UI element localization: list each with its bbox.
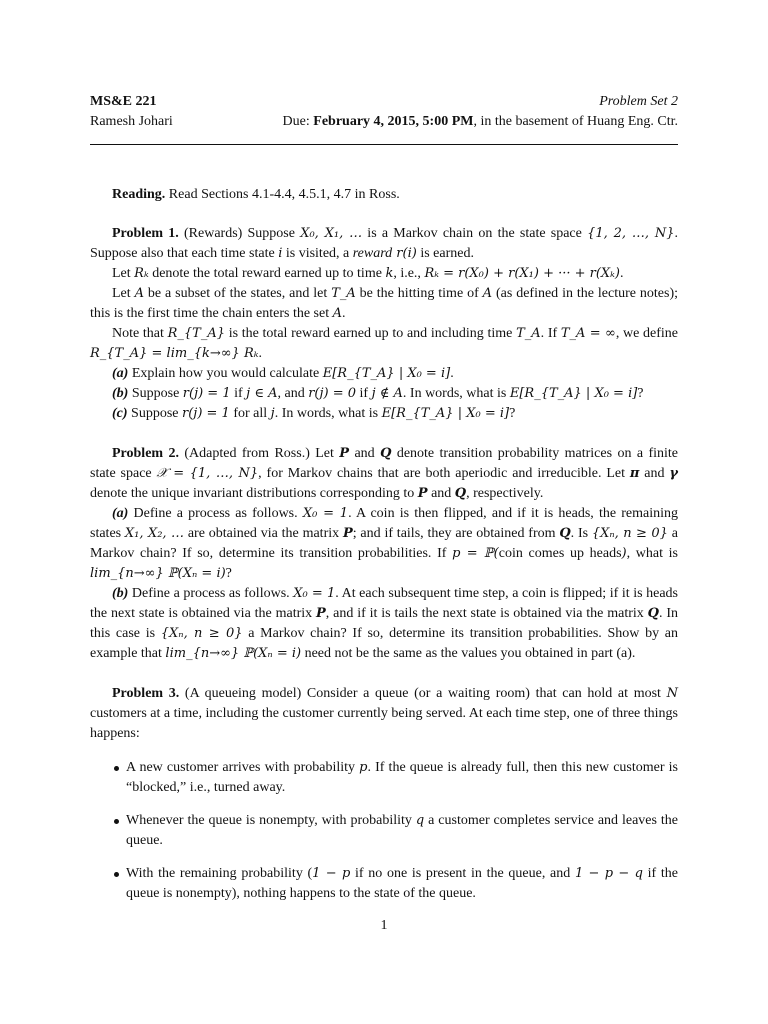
math: Q bbox=[647, 606, 659, 621]
due-info bbox=[283, 112, 678, 132]
math: p = ℙ( bbox=[452, 546, 499, 561]
math: r(j) = 0 bbox=[308, 386, 357, 401]
math: i bbox=[278, 246, 283, 261]
part-label: (b) bbox=[112, 586, 129, 601]
text: if bbox=[230, 386, 247, 401]
math: A bbox=[134, 286, 144, 301]
math: 1 − p − q bbox=[574, 866, 643, 881]
problem-2 bbox=[90, 444, 678, 664]
header-row-2 bbox=[90, 112, 678, 132]
math: {1, 2, …, N} bbox=[587, 226, 675, 241]
problem-3 bbox=[90, 684, 678, 904]
math: E[R_{T_A} | X₀ = i] bbox=[381, 406, 510, 421]
math: P bbox=[339, 446, 350, 461]
part-label: (a) bbox=[112, 506, 129, 521]
math: Q bbox=[454, 486, 467, 501]
course-code: MS&E 221 bbox=[90, 94, 157, 109]
text: Whenever the queue is nonempty, with probability bbox=[126, 813, 416, 828]
text: Let bbox=[112, 286, 135, 301]
text: a Markov chain? If so, determine its transition probabilities. Show by an example that bbox=[90, 626, 679, 661]
reading-text: Read Sections 4.1-4.4, 4.5.1, 4.7 in Ross. bbox=[165, 187, 400, 202]
text: a customer completes service and leaves the queue. bbox=[126, 813, 679, 848]
list-item bbox=[90, 864, 678, 904]
text: is the total reward earned up to and including time bbox=[225, 326, 517, 341]
problem-3-label: Problem 3. bbox=[112, 686, 180, 701]
math: 𝒳 = {1, …, N} bbox=[156, 466, 259, 481]
due-prefix: Due: bbox=[282, 114, 314, 129]
text: denote transition probability matrices on a finite state space bbox=[90, 446, 678, 481]
text: if the queue is nonempty), nothing happens to the state of the queue. bbox=[126, 866, 678, 901]
math: lim_{n→∞} ℙ(Xₙ = i) bbox=[165, 646, 302, 661]
math: T_A bbox=[516, 326, 541, 341]
text: (A queueing model) Consider a queue (or a waiting room) that can hold at most bbox=[179, 686, 667, 701]
header-divider bbox=[90, 144, 678, 145]
problem-1-label: Problem 1. bbox=[112, 226, 179, 241]
bullet-icon bbox=[114, 872, 119, 877]
text: . bbox=[342, 306, 346, 321]
math: R_{T_A} = lim_{k→∞} Rₖ bbox=[90, 346, 259, 361]
text: coin comes up heads bbox=[498, 546, 622, 561]
problem-1-hitting-time bbox=[90, 284, 678, 324]
emphasis: reward bbox=[352, 246, 393, 261]
list-item bbox=[90, 811, 678, 851]
text: ; and if tails, they are obtained from bbox=[352, 526, 560, 541]
problem-1c bbox=[90, 404, 678, 424]
text: Define a process as follows. bbox=[128, 506, 303, 521]
document-page bbox=[90, 92, 678, 917]
text: . Suppose also that each time state bbox=[90, 226, 678, 261]
problem-2-label: Problem 2. bbox=[112, 446, 179, 461]
math: {Xₙ, n ≥ 0} bbox=[160, 626, 243, 641]
text: . At each subsequent time step, a coin is flipped; if it is heads the next state is obtained via the matrix bbox=[90, 586, 679, 621]
math: R_{T_A} bbox=[167, 326, 225, 341]
math: q bbox=[415, 813, 425, 828]
text: , for Markov chains that are both aperiodic and irreducible. Let bbox=[258, 466, 630, 481]
math: j ∉ A bbox=[371, 386, 403, 401]
text: , respectively. bbox=[466, 486, 544, 501]
math: ) bbox=[621, 546, 627, 561]
math: {Xₙ, n ≥ 0} bbox=[591, 526, 668, 541]
text: . In this case is bbox=[90, 606, 679, 641]
part-label: (c) bbox=[112, 406, 128, 421]
text: Let bbox=[112, 266, 135, 281]
page-number: 1 bbox=[380, 918, 388, 933]
problem-1-reward-def bbox=[90, 264, 678, 284]
problem-1-intro bbox=[90, 224, 678, 264]
bullet-icon bbox=[114, 766, 119, 771]
text: ? bbox=[637, 386, 644, 401]
math: Rₖ = r(X₀) + r(X₁) + ··· + r(Xₖ) bbox=[424, 266, 620, 281]
math: p bbox=[359, 760, 368, 775]
problem-2b bbox=[90, 584, 678, 664]
math: r(j) = 1 bbox=[182, 406, 230, 421]
math: A bbox=[482, 286, 493, 301]
text: ? bbox=[509, 406, 516, 421]
math: j ∈ A bbox=[246, 386, 278, 401]
text: and bbox=[427, 486, 455, 501]
bullet-icon bbox=[114, 819, 119, 824]
math: P bbox=[316, 606, 326, 621]
math: T_A bbox=[331, 286, 356, 301]
text: . bbox=[258, 346, 262, 361]
math: k bbox=[385, 266, 394, 281]
text: , we define bbox=[615, 326, 679, 341]
math: A bbox=[332, 306, 342, 321]
text: . In words, what is bbox=[274, 406, 382, 421]
math: 1 − p bbox=[312, 866, 351, 881]
problem-1a bbox=[90, 364, 678, 384]
problem-1b bbox=[90, 384, 678, 404]
text: need not be the same as the values you obtained in part (a). bbox=[301, 646, 636, 661]
math: P bbox=[417, 486, 428, 501]
math: Q bbox=[380, 446, 392, 461]
problem-3-bullet-list bbox=[90, 758, 678, 904]
text: . A coin is then flipped, and if it is heads, the remaining states bbox=[90, 506, 679, 541]
math: π bbox=[629, 466, 640, 481]
header-row-1 bbox=[90, 92, 678, 112]
text: . Is bbox=[570, 526, 592, 541]
text: be the hitting time of bbox=[355, 286, 483, 301]
text: and bbox=[349, 446, 381, 461]
text: be a subset of the states, and let bbox=[143, 286, 332, 301]
math: r(i) bbox=[392, 246, 417, 261]
problem-3-intro bbox=[90, 684, 678, 744]
math: Rₖ bbox=[134, 266, 149, 281]
text: , and bbox=[277, 386, 309, 401]
text: Define a process as follows. bbox=[128, 586, 294, 601]
problem-1 bbox=[90, 224, 678, 424]
text: . In words, what is bbox=[402, 386, 510, 401]
math: r(j) = 1 bbox=[182, 386, 231, 401]
math: X₀, X₁, … bbox=[300, 226, 363, 241]
problem-set-title: Problem Set 2 bbox=[599, 94, 678, 109]
text: customers at a time, including the customer currently being served. At each time step, one of three things happens: bbox=[90, 706, 678, 741]
math: X₀ = 1 bbox=[302, 506, 349, 521]
math: X₀ = 1 bbox=[293, 586, 336, 601]
text: (Rewards) Suppose bbox=[178, 226, 301, 241]
text: , and if it is tails the next state is obtained via the matrix bbox=[325, 606, 648, 621]
text: is earned. bbox=[416, 246, 474, 261]
text: . bbox=[450, 366, 454, 381]
text: for all bbox=[229, 406, 271, 421]
problem-1-note bbox=[90, 324, 678, 364]
text: , what is bbox=[626, 546, 678, 561]
text: . If bbox=[540, 326, 561, 341]
text: is visited, a bbox=[282, 246, 353, 261]
text: a Markov chain? If so, determine its transition probabilities. If bbox=[90, 526, 678, 561]
math: E[R_{T_A} | X₀ = i] bbox=[509, 386, 638, 401]
text: (as defined in the lecture notes); this is the first time the chain enters the set bbox=[90, 286, 679, 321]
reading-paragraph bbox=[90, 185, 678, 205]
math: P bbox=[342, 526, 353, 541]
text: Suppose bbox=[127, 406, 182, 421]
text: . bbox=[620, 266, 624, 281]
math: E[R_{T_A} | X₀ = i] bbox=[322, 366, 451, 381]
due-location: , in the basement of Huang Eng. Ctr. bbox=[473, 114, 678, 129]
part-label: (a) bbox=[112, 366, 129, 381]
math: lim_{n→∞} ℙ(Xₙ = i) bbox=[90, 566, 226, 581]
text: and bbox=[639, 466, 670, 481]
text: A new customer arrives with probability bbox=[126, 760, 360, 775]
text: if no one is present in the queue, and bbox=[350, 866, 575, 881]
math: γ bbox=[669, 466, 678, 481]
problem-2-intro bbox=[90, 444, 678, 504]
text: is a Markov chain on the state space bbox=[362, 226, 588, 241]
text: ? bbox=[225, 566, 232, 581]
text: Suppose bbox=[128, 386, 183, 401]
list-item bbox=[90, 758, 678, 798]
text: , i.e., bbox=[393, 266, 425, 281]
text: denote the total reward earned up to time bbox=[148, 266, 386, 281]
text: . If the queue is already full, then this new customer is “blocked,” i.e., turned away. bbox=[126, 760, 678, 795]
text: (Adapted from Ross.) Let bbox=[178, 446, 340, 461]
math: X₁, X₂, … bbox=[124, 526, 185, 541]
text: denote the unique invariant distributions corresponding to bbox=[90, 486, 418, 501]
instructor-name: Ramesh Johari bbox=[90, 114, 173, 129]
text: With the remaining probability ( bbox=[126, 866, 313, 881]
math: j bbox=[270, 406, 275, 421]
text: Explain how you would calculate bbox=[128, 366, 323, 381]
due-date: February 4, 2015, 5:00 PM bbox=[313, 114, 474, 129]
part-label: (b) bbox=[112, 386, 129, 401]
text: if bbox=[356, 386, 372, 401]
text: Note that bbox=[112, 326, 168, 341]
text: are obtained via the matrix bbox=[184, 526, 343, 541]
problem-2a bbox=[90, 504, 678, 584]
reading-label: Reading. bbox=[112, 187, 166, 202]
math: N bbox=[666, 686, 678, 701]
math: Q bbox=[559, 526, 571, 541]
math: T_A = ∞ bbox=[560, 326, 616, 341]
